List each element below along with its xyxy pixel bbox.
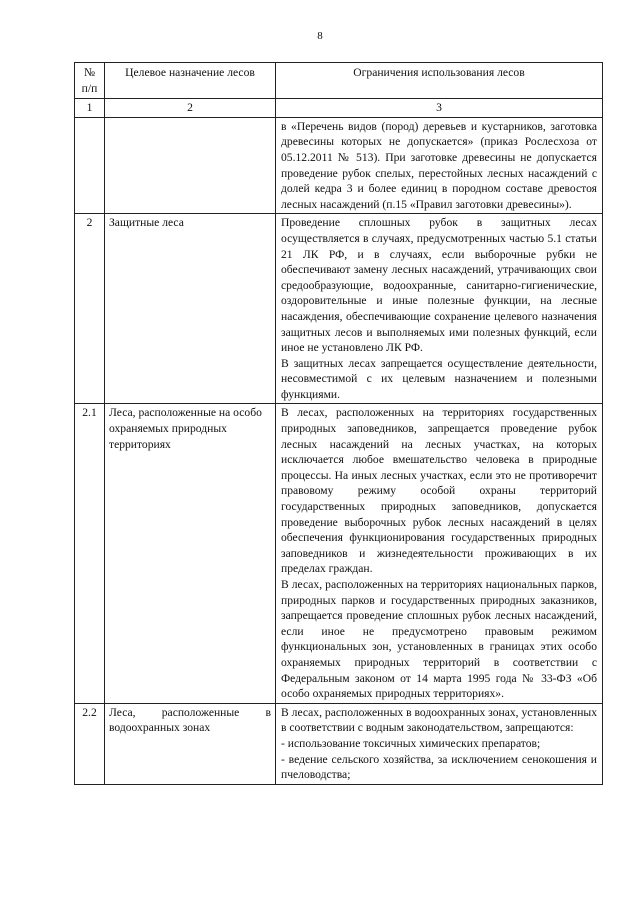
- restriction-paragraph: - использование токсичных химических препаратов;: [281, 736, 541, 750]
- restriction-paragraph: В лесах, расположенных в водоохранных зонах, установленных в соответствии с водным законодательством, запрещаются:: [281, 705, 597, 735]
- row-purpose: [105, 117, 276, 214]
- restriction-paragraph: - ведение сельского хозяйства, за исключением сенокошения и пчеловодства;: [281, 752, 597, 782]
- column-number-1: 1: [75, 99, 105, 118]
- table-row: [75, 703, 603, 784]
- table-row: [75, 117, 603, 214]
- row-restrictions: [276, 404, 603, 703]
- row-number: 2.2: [75, 703, 105, 784]
- page-number: 8: [317, 30, 323, 42]
- table-row: [75, 214, 603, 404]
- restriction-paragraph: В лесах, расположенных на территориях государственных природных заповедников, запрещается проведение рубок лесных насаждений на лесных участках, на которых исключается любое вмешательство человека в природные процессы. На иных лесных участках, если это не противоречит правовому режиму особой охраны территорий государственных природных заповедников, допускается проведение выборочных рубок лесных насаждений в целях обеспечения функционирования государственных природных заповедников и жизнедеятельности проживающих в их пределах граждан.: [281, 406, 597, 576]
- row-purpose: Леса, расположенные в водоохранных зонах: [105, 703, 276, 784]
- row-restrictions: [276, 214, 603, 404]
- row-purpose: Защитные леса: [105, 214, 276, 404]
- row-purpose: Леса, расположенные на особо охраняемых природных территориях: [105, 404, 276, 703]
- restriction-paragraph: В защитных лесах запрещается осуществление деятельности, несовместимой с их целевым назначением и полезными функциями.: [281, 356, 597, 401]
- column-number-2: 2: [105, 99, 276, 118]
- header-purpose: Целевое назначение лесов: [105, 63, 276, 99]
- row-restrictions: [276, 117, 603, 214]
- header-number: № п/п: [75, 63, 105, 99]
- table-header-row: [75, 63, 603, 99]
- restriction-paragraph: В лесах, расположенных на территориях национальных парков, природных парков и государственных природных заказников, запрещается проведение сплошных рубок лесных насаждений, если иное не предусмотрено правовым режимом функциональных зон, установленных в границах этих особо охраняемых природных территорий в соответствии с Федеральным законом от 14 марта 1995 года № 33-ФЗ «Об особо охраняемых природных территориях».: [281, 578, 597, 701]
- forest-use-restrictions-table: [74, 62, 603, 785]
- row-number: 2: [75, 214, 105, 404]
- restriction-paragraph: в «Перечень видов (пород) деревьев и кустарников, заготовка древесины которых не допускается» (приказ Рослесхоза от 05.12.2011 № 513). При заготовке древесины не допускается проведение рубок спелых, перестойных лесных насаждений с долей кедра 3 и более единиц в породном составе древостоя лесных насаждений (п.15 «Правил заготовки древесины»).: [281, 119, 597, 211]
- column-number-3: 3: [276, 99, 603, 118]
- column-number-row: [75, 99, 603, 118]
- row-restrictions: [276, 703, 603, 784]
- header-restrictions: Ограничения использования лесов: [276, 63, 603, 99]
- row-number: [75, 117, 105, 214]
- table-row: [75, 404, 603, 703]
- restriction-paragraph: Проведение сплошных рубок в защитных лесах осуществляется в случаях, предусмотренных частью 5.1 статьи 21 ЛК РФ, и в случаях, если выборочные рубки не обеспечивают замену лесных насаждений, утрачивающих свои средообразующие, водоохранные, санитарно-гигиенические, оздоровительные и иные полезные функции, на лесные насаждения, обеспечивающие сохранение целевого назначения защитных лесов и выполняемых ими полезных функций, если иное не установлено ЛК РФ.: [281, 216, 597, 355]
- row-number: 2.1: [75, 404, 105, 703]
